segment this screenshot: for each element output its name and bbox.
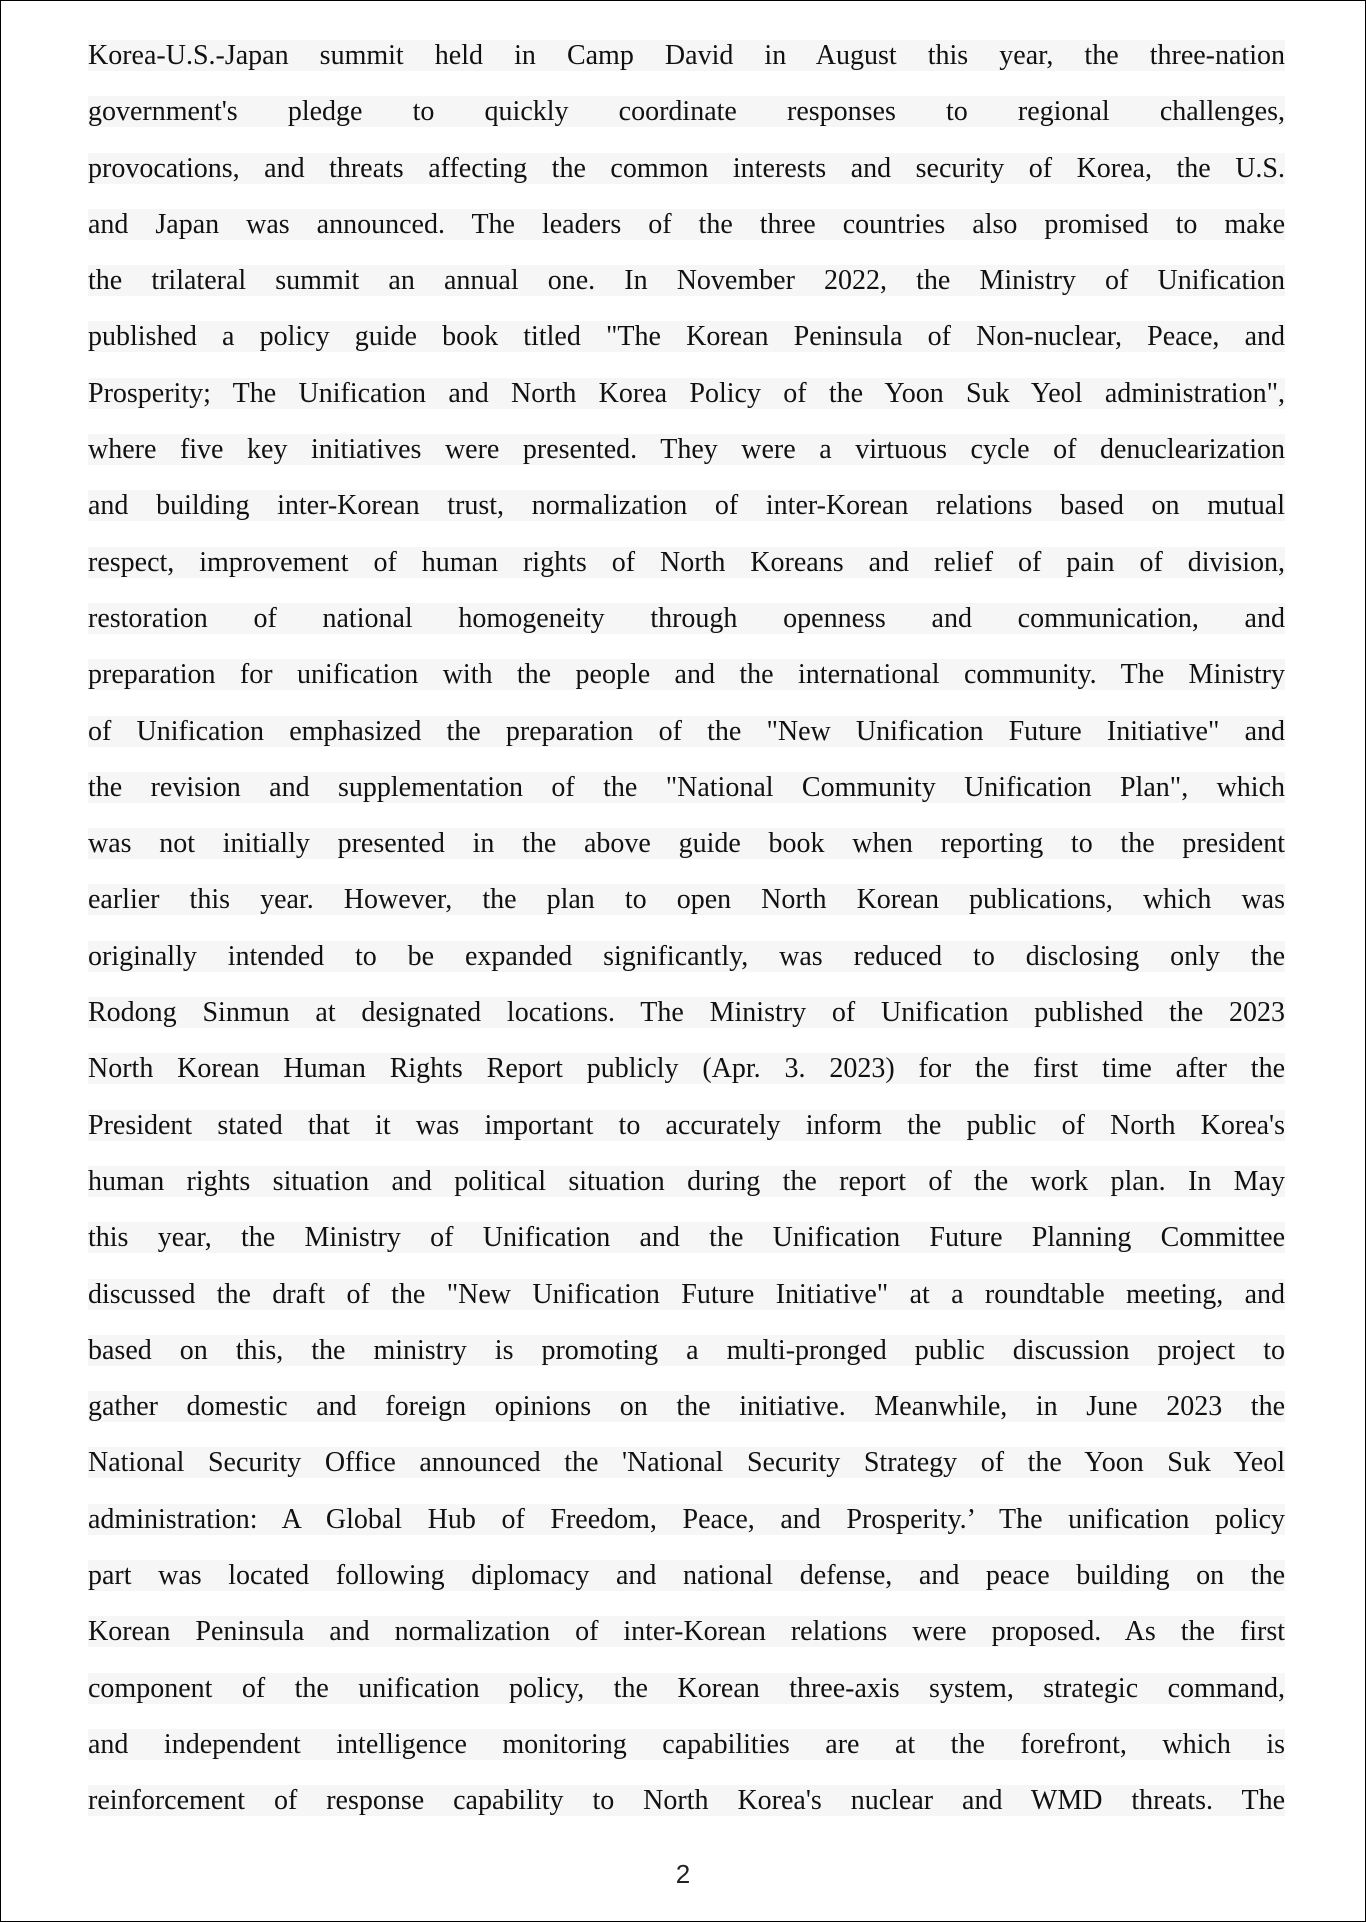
text-line: this year, the Ministry of Unification and the Unification Future Planning Committee xyxy=(88,1222,1285,1254)
text-line: discussed the draft of the "New Unification Future Initiative" at a roundtable meeting, and xyxy=(88,1278,1285,1310)
text-line: Korean Peninsula and normalization of inter-Korean relations were proposed. As the first xyxy=(88,1616,1285,1648)
text-line: published a policy guide book titled "The Korean Peninsula of Non-nuclear, Peace, and xyxy=(88,321,1285,353)
text-line: human rights situation and political situation during the report of the work plan. In May xyxy=(88,1165,1285,1197)
text-line: earlier this year. However, the plan to open North Korean publications, which was xyxy=(88,884,1285,916)
text-line: and independent intelligence monitoring capabilities are at the forefront, which is xyxy=(88,1728,1285,1760)
text-line: Prosperity; The Unification and North Korea Policy of the Yoon Suk Yeol administration", xyxy=(88,377,1285,409)
text-line: where five key initiatives were presented. They were a virtuous cycle of denuclearization xyxy=(88,434,1285,466)
text-line: the trilateral summit an annual one. In November 2022, the Ministry of Unification xyxy=(88,265,1285,297)
text-line: North Korean Human Rights Report publicly (Apr. 3. 2023) for the first time after the xyxy=(88,1053,1285,1085)
text-line: the revision and supplementation of the "National Community Unification Plan", which xyxy=(88,771,1285,803)
text-line: government's pledge to quickly coordinate responses to regional challenges, xyxy=(88,96,1285,128)
text-line: provocations, and threats affecting the common interests and security of Korea, the U.S. xyxy=(88,152,1285,184)
text-line: National Security Office announced the 'National Security Strategy of the Yoon Suk Yeol xyxy=(88,1447,1285,1479)
text-line: based on this, the ministry is promoting a multi-pronged public discussion project to xyxy=(88,1334,1285,1366)
body-text xyxy=(88,32,1285,1834)
text-line: reinforcement of response capability to North Korea's nuclear and WMD threats. The xyxy=(88,1785,1285,1817)
text-line: Korea-U.S.-Japan summit held in Camp David in August this year, the three-nation xyxy=(88,40,1285,71)
text-line: was not initially presented in the above guide book when reporting to the president xyxy=(88,828,1285,860)
text-line: Rodong Sinmun at designated locations. The Ministry of Unification published the 2023 xyxy=(88,997,1285,1029)
text-line: respect, improvement of human rights of North Koreans and relief of pain of division, xyxy=(88,546,1285,578)
text-line: of Unification emphasized the preparation of the "New Unification Future Initiative" and xyxy=(88,715,1285,747)
text-line: gather domestic and foreign opinions on the initiative. Meanwhile, in June 2023 the xyxy=(88,1391,1285,1423)
text-line: component of the unification policy, the Korean three-axis system, strategic command, xyxy=(88,1672,1285,1704)
text-line: originally intended to be expanded significantly, was reduced to disclosing only the xyxy=(88,940,1285,972)
text-line: and building inter-Korean trust, normalization of inter-Korean relations based on mutual xyxy=(88,490,1285,522)
text-line: President stated that it was important to accurately inform the public of North Korea's xyxy=(88,1109,1285,1141)
page-number: 2 xyxy=(675,1859,691,1889)
text-line: preparation for unification with the people and the international community. The Ministry xyxy=(88,659,1285,691)
text-line: administration: A Global Hub of Freedom, Peace, and Prosperity.’ The unification policy xyxy=(88,1503,1285,1535)
text-line: restoration of national homogeneity through openness and communication, and xyxy=(88,602,1285,634)
text-line: and Japan was announced. The leaders of the three countries also promised to make xyxy=(88,208,1285,240)
text-line: part was located following diplomacy and national defense, and peace building on the xyxy=(88,1560,1285,1592)
